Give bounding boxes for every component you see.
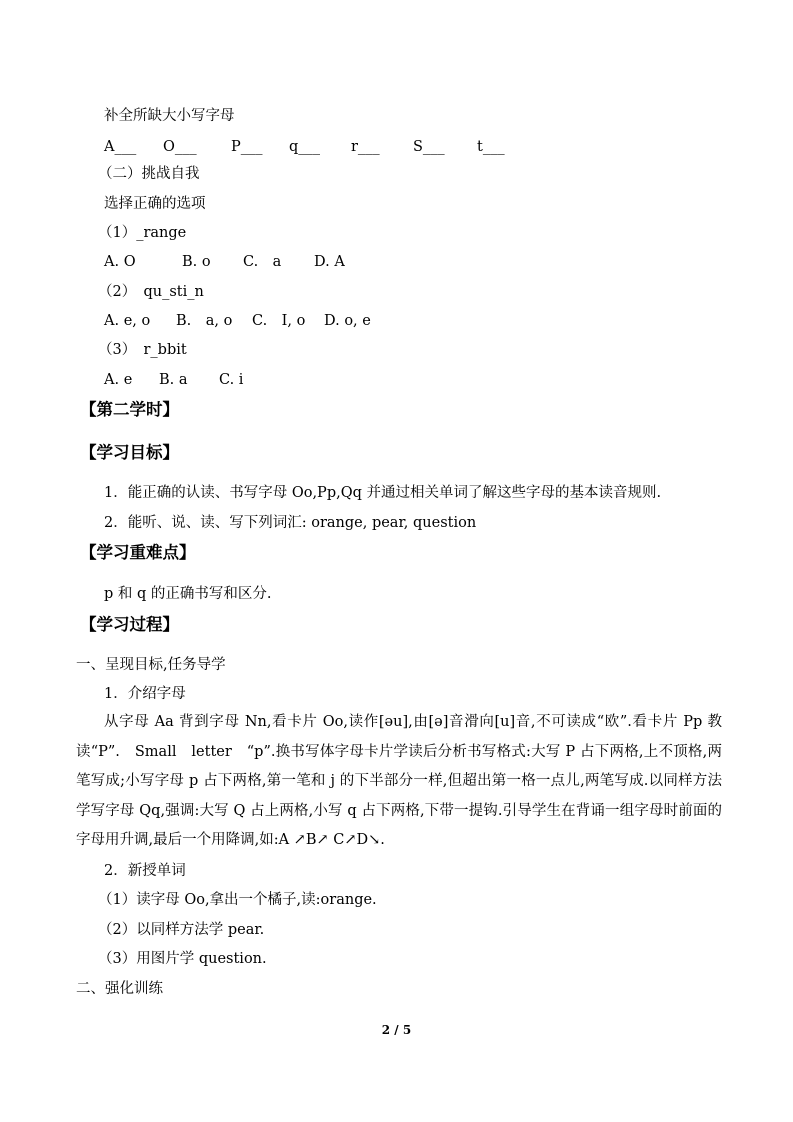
fill-prompt: 补全所缺大小写字母 (104, 108, 235, 124)
choose-prompt: 选择正确的选项 (104, 196, 206, 212)
part-1-title: 一、呈现目标,任务导学 (76, 657, 226, 673)
fill-item: t___ (477, 139, 505, 155)
goals-heading: 【学习目标】 (80, 443, 179, 462)
step-1-paragraph: 从字母 Aa 背到字母 Nn,看卡片 Oo,读作[əu],由[ə]音滑向[u]音,不可读成“欧”.看卡片 Pp 教读“P”. Small letter “p”.换书写体字母卡片学读后分析书写格式:大写 P 占下两格,上不顶格,两笔写成;小写字母 p 占下两格,第一笔和 j 的下半部分一样,但超出第一格一点儿,两笔写成.以同样方法学写字母 Qq,强调:大写 Q 占上两格,小写 q 占下两格,下带一提钩.引导学生在背诵一组字母时前面的字母用升调,最后一个用降调,如:A ↗B↗ C↗D↘. (76, 714, 722, 848)
fill-item: r___ (351, 139, 380, 155)
question-1-label: （1）_range (98, 225, 187, 241)
step-1-title: 1．介绍字母 (104, 686, 186, 702)
challenge-title: （二）挑战自我 (98, 166, 200, 182)
lesson-2-heading: 【第二学时】 (80, 400, 179, 419)
option: B. a, o (176, 313, 233, 329)
option: B. a (159, 372, 188, 388)
goal-item: 1．能正确的认读、书写字母 Oo,Pp,Qq 并通过相关单词了解这些字母的基本读音规则. (104, 485, 662, 501)
key-points-text: p 和 q 的正确书写和区分. (104, 586, 272, 602)
option: B. o (182, 254, 211, 270)
step-2-item: （2）以同样方法学 pear. (98, 922, 265, 938)
page-number: 2 / 5 (381, 1023, 412, 1037)
option: A. e, o (104, 313, 151, 329)
step-2-item: （3）用图片学 question. (98, 951, 267, 967)
fill-item: A___ (104, 139, 137, 155)
fill-item: P___ (231, 139, 263, 155)
question-2-label: （2） qu_sti_n (98, 284, 204, 300)
fill-item: O___ (163, 139, 197, 155)
option: C. a (243, 254, 282, 270)
step-2-item: （1）读字母 Oo,拿出一个橘子,读:orange. (98, 892, 377, 908)
option: C. i (219, 372, 244, 388)
process-heading: 【学习过程】 (80, 615, 179, 634)
fill-item: q___ (289, 139, 321, 155)
option: C. I, o (252, 313, 306, 329)
part-2-title: 二、强化训练 (76, 981, 163, 997)
option: A. O (104, 254, 136, 270)
option: D. o, e (324, 313, 371, 329)
step-2-title: 2．新授单词 (104, 863, 186, 879)
goal-item: 2．能听、说、读、写下列词汇: orange, pear, question (104, 515, 477, 531)
question-3-label: （3） r_bbit (98, 342, 187, 358)
key-points-heading: 【学习重难点】 (80, 543, 196, 562)
option: D. A (314, 254, 345, 270)
fill-item: S___ (413, 139, 445, 155)
option: A. e (104, 372, 133, 388)
